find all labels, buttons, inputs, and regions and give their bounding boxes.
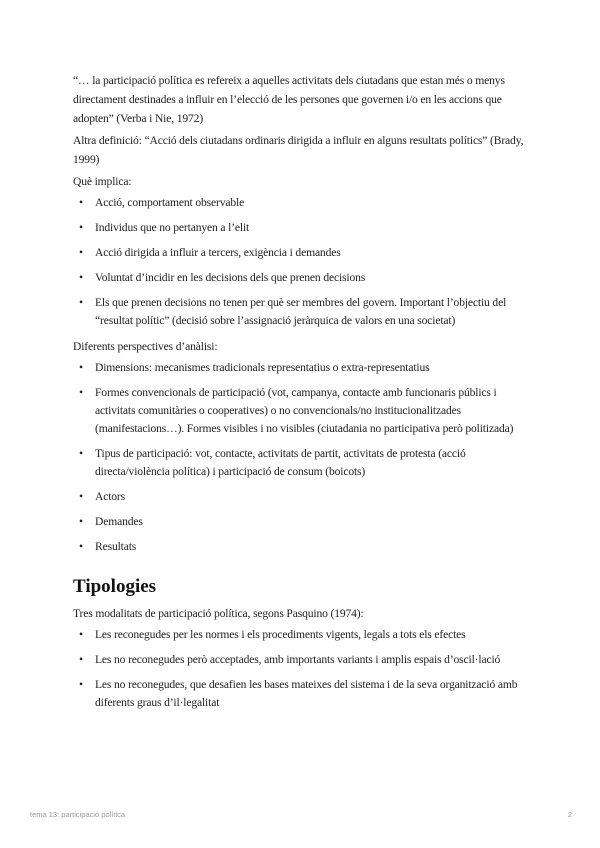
page-content [73,71,533,719]
perspectives-list [73,359,533,556]
tipologies-intro: Tres modalitats de participació política, segons Pasquino (1974): [73,607,364,620]
list-item: • Demandes [73,513,533,531]
bullet-icon: • [79,515,83,528]
list-item: • Actors [73,488,533,506]
bullet-icon: • [79,271,83,284]
intro-definition: Altra definició: “Acció dels ciutadans ordinaris dirigida a influir en alguns resultats polítics” (Brady, 1999) [73,134,524,166]
bullet-icon: • [79,296,83,309]
bullet-icon: • [79,490,83,503]
list-item: • Les reconegudes per les normes i els procediments vigents, legals a tots els efectes [73,626,533,644]
list-item: • Voluntat d’incidir en les decisions dels que prenen decisions [73,269,533,287]
footer-page-number: 2 [567,810,572,819]
list-item: • Acció, comportament observable [73,194,533,212]
bullet-icon: • [79,628,83,641]
bullet-icon: • [79,678,83,691]
implies-list [73,194,533,330]
list-item: • Dimensions: mecanismes tradicionals representatius o extra-representatius [73,359,533,377]
list-item: • Tipus de participació: vot, contacte, activitats de partit, activitats de protesta (acció directa/violència política) i participació de consum (boicots) [79,447,466,478]
bullet-icon: • [79,361,83,374]
section-heading-tipologies: Tipologies [73,576,157,597]
list-item: • Resultats [73,538,533,556]
list-item: • Individus que no pertanyen a l’elit [73,219,533,237]
bullet-icon: • [79,386,83,399]
bullet-icon: • [79,221,83,234]
bullet-icon: • [79,196,83,209]
intro-quote: “… la participació política es refereix a aquelles activitats dels ciutadans que estan més o menys directament destinades a influir en l’elecció de les persones que governen i/o en les accions que adopten” (Verba i Nie, 1972) [73,74,505,125]
list-item: • Les no reconegudes però acceptades, amb importants variants i amplis espais d’oscil·lació [73,651,533,669]
perspectives-label: Diferents perspectives d’anàlisi: [73,340,218,353]
footer-document-title: tema 13: participació política [30,810,126,819]
bullet-icon: • [79,540,83,553]
bullet-icon: • [79,447,83,460]
bullet-icon: • [79,653,83,666]
bullet-icon: • [79,246,83,259]
list-item: • Les no reconegudes, que desafien les bases mateixes del sistema i de la seva organització amb diferents graus d’il·legalitat [79,678,518,709]
list-item: • Formes convencionals de participació (vot, campanya, contacte amb funcionaris públics i activitats comunitàries o cooperatives) o no convencionals/no institucionalitzades (manifestacions…). Formes visibles i no visibles (ciutadania no participativa però politizada) [79,386,514,435]
tipologies-list [73,626,533,712]
implies-label: Què implica: [73,175,132,188]
list-item: • Els que prenen decisions no tenen per què ser membres del govern. Important l’objectiu del “resultat polític” (decisió sobre l’assignació jeràrquica de valors en una societat) [79,296,507,327]
list-item: • Acció dirigida a influir a tercers, exigència i demandes [73,244,533,262]
